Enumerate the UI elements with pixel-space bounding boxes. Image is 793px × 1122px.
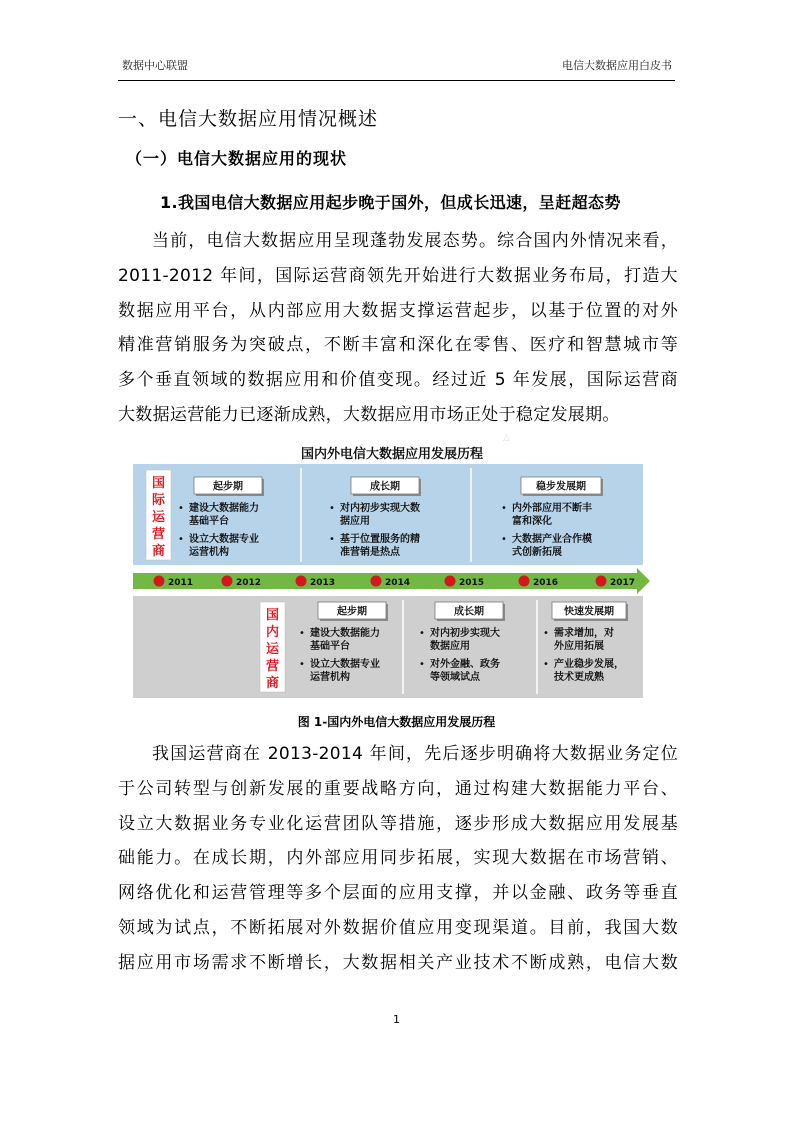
stage-bullet-text: 式创新拓展 xyxy=(512,547,562,558)
stage-bullet-text: 外应用拓展 xyxy=(554,641,604,652)
paragraph-line: 于公司转型与创新发展的重要战略方向，通过构建大数据能力平台、 xyxy=(118,778,678,799)
figure-title: 国内外电信大数据应用发展历程 xyxy=(300,447,484,462)
year-dot xyxy=(222,576,233,587)
stage-bullet-text: 运营机构 xyxy=(189,547,229,558)
year-dot xyxy=(519,576,530,587)
paragraph-line: 网络优化和运营管理等多个层面的应用支撑，并以金融、政务等垂直 xyxy=(118,883,678,904)
bullet-icon: • xyxy=(299,659,305,670)
stage-name: 起步期 xyxy=(337,606,367,618)
bullet-icon: • xyxy=(419,628,425,639)
bullet-icon: • xyxy=(329,503,335,514)
stage-bullet-text: 对外金融、政务 xyxy=(430,659,500,670)
year-label: 2013 xyxy=(310,578,336,588)
stage-name: 快速发展期 xyxy=(564,606,614,618)
stage-bullet-text: 运营机构 xyxy=(310,672,350,683)
paragraph-line: 领域为试点，不断拓展对外数据价值应用变现渠道。目前，我国大数 xyxy=(118,917,678,938)
band-label-char: 国 xyxy=(265,608,280,623)
paragraph-line: 2011-2012 年间，国际运营商领先开始进行大数据业务布局，打造大 xyxy=(118,265,678,286)
section-title: 一、电信大数据应用情况概述 xyxy=(118,108,379,130)
paragraph-line: 大数据运营能力已逐渐成熟，大数据应用市场正处于稳定发展期。 xyxy=(118,404,620,425)
band-label-char: 际 xyxy=(151,493,166,508)
paragraph-2 xyxy=(118,737,678,981)
subsection-title: （一）电信大数据应用的现状 xyxy=(126,149,348,168)
band-label-char: 运 xyxy=(151,510,166,525)
band-label-char: 内 xyxy=(265,625,280,640)
year-label: 2017 xyxy=(610,578,636,588)
stage-bullet-text: 建设大数据能力 xyxy=(189,503,259,514)
stage-bullet-text: 技术更成熟 xyxy=(554,672,604,683)
stage-bullet-text: 等领域试点 xyxy=(430,672,480,683)
year-dot xyxy=(154,576,165,587)
header-divider xyxy=(118,80,675,81)
band-label-char: 营 xyxy=(151,527,166,542)
stage-bullet-text: 产业稳步发展， xyxy=(554,659,624,670)
year-label: 2011 xyxy=(168,578,194,588)
figure-caption: 图 1-国内外电信大数据应用发展历程 xyxy=(297,715,496,729)
band-label-char: 国 xyxy=(151,476,166,491)
page-number: 1 xyxy=(393,1013,400,1026)
paragraph-line: 精准营销服务为突破点，不断丰富和深化在零售、医疗和智慧城市等 xyxy=(118,335,678,356)
bullet-icon: • xyxy=(329,534,335,545)
year-dot xyxy=(445,576,456,587)
paragraph-line: 数据应用平台，从内部应用大数据支撑运营起步，以基于位置的对外 xyxy=(118,300,678,321)
year-dot xyxy=(371,576,382,587)
stage-bullet-text: 基础平台 xyxy=(189,516,229,527)
year-dot xyxy=(596,576,607,587)
stage-bullet-text: 设立大数据专业 xyxy=(189,534,259,545)
point-title: 1.我国电信大数据应用起步晚于国外，但成长迅速，呈赶超态势 xyxy=(160,193,621,212)
watermark-icon: △ xyxy=(503,433,510,443)
stage-bullet-text: 对内初步实现大 xyxy=(430,628,500,639)
bullet-icon: • xyxy=(501,503,507,514)
paragraph-line: 设立大数据业务专业化运营团队等措施，逐步形成大数据应用发展基 xyxy=(118,813,678,834)
stage-bullet-text: 基础平台 xyxy=(310,641,350,652)
paragraph-line: 础能力。在成长期，内外部应用同步拓展，实现大数据在市场营销、 xyxy=(118,848,678,869)
stage-bullet-text: 数据应用 xyxy=(430,641,470,652)
paragraph-line: 据应用市场需求不断增长，大数据相关产业技术不断成熟，电信大数 xyxy=(118,952,678,973)
header-left-text: 数据中心联盟 xyxy=(122,59,188,72)
stage-bullet-text: 大数据产业合作模 xyxy=(512,534,592,545)
stage-bullet-text: 准营销是热点 xyxy=(340,547,400,558)
stage-name: 起步期 xyxy=(213,481,243,493)
year-label: 2014 xyxy=(385,578,411,588)
stage-bullet-text: 内外部应用不断丰 xyxy=(512,503,592,514)
paragraph-line: 当前，电信大数据应用呈现蓬勃发展态势。综合国内外情况来看， xyxy=(152,231,678,251)
bullet-icon: • xyxy=(178,503,184,514)
paragraph-line: 多个垂直领域的数据应用和价值变现。经过近 5 年发展，国际运营商 xyxy=(118,370,678,391)
header-right-text: 电信大数据应用白皮书 xyxy=(562,59,672,72)
paragraph-line: 我国运营商在 2013-2014 年间，先后逐步明确将大数据业务定位 xyxy=(152,744,678,764)
stage-name: 稳步发展期 xyxy=(536,481,586,493)
stage-name: 成长期 xyxy=(370,481,400,493)
bullet-icon: • xyxy=(419,659,425,670)
bullet-icon: • xyxy=(178,534,184,545)
stage-bullet-text: 设立大数据专业 xyxy=(310,659,380,670)
year-label: 2016 xyxy=(533,578,559,588)
stage-bullet-text: 建设大数据能力 xyxy=(310,628,380,639)
year-dot xyxy=(296,576,307,587)
year-label: 2012 xyxy=(236,578,262,588)
band-label-char: 商 xyxy=(265,676,280,691)
stage-bullet-text: 基于位置服务的精 xyxy=(340,534,420,545)
stage-bullet-text: 需求增加，对 xyxy=(554,628,614,639)
bullet-icon: • xyxy=(543,628,549,639)
bullet-icon: • xyxy=(299,628,305,639)
bullet-icon: • xyxy=(543,659,549,670)
band-label-char: 商 xyxy=(151,544,166,559)
timeline-figure xyxy=(133,433,651,700)
band-label-char: 营 xyxy=(265,659,280,674)
year-label: 2015 xyxy=(459,578,485,588)
paragraph-1 xyxy=(118,224,678,433)
bullet-icon: • xyxy=(501,534,507,545)
stage-bullet-text: 据应用 xyxy=(340,516,370,527)
stage-name: 成长期 xyxy=(454,606,484,618)
stage-bullet-text: 对内初步实现大数 xyxy=(340,503,420,514)
band-label-char: 运 xyxy=(265,642,280,657)
stage-bullet-text: 富和深化 xyxy=(512,516,552,527)
